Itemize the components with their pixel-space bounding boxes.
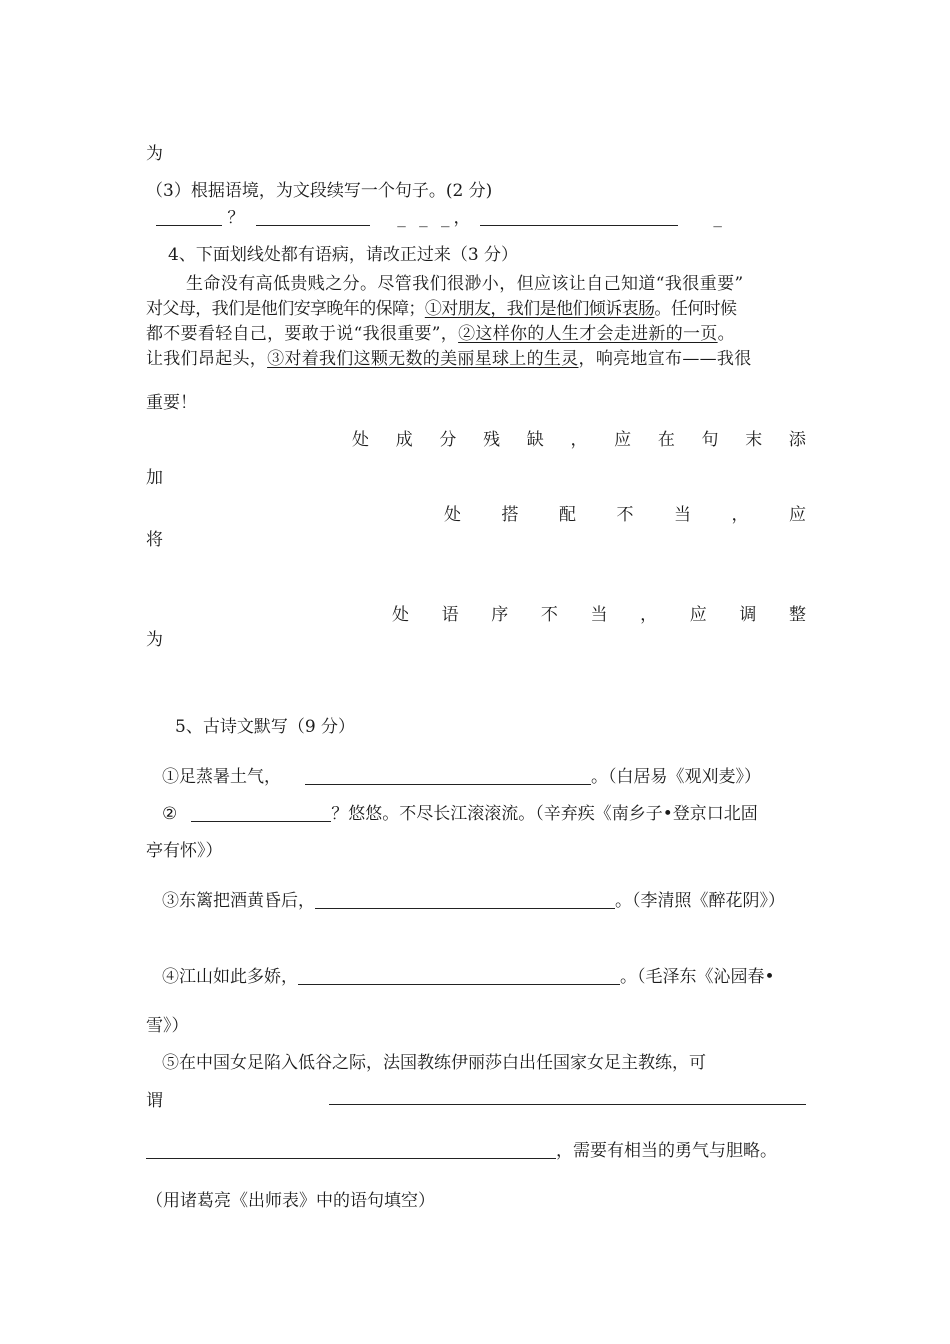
q5-item-5-cont: 谓 [146, 1091, 163, 1111]
q4-answer-1-cont: 加 [146, 468, 163, 488]
q4-passage-line-1: 生命没有高低贵贱之分。尽管我们很渺小，但应该让自己知道“我很重要” [186, 274, 744, 294]
q3-answer-line [156, 203, 722, 228]
q3-tail-dash: _ [713, 208, 722, 228]
q5-item-5-note: （用诸葛亮《出师表》中的语句填空） [146, 1191, 435, 1211]
continuation-text: 为 [146, 144, 163, 164]
q5-item-5-blank-2[interactable] [146, 1140, 556, 1159]
q4-answer-2: 处 搭 配 不 当 ， 应 [444, 505, 806, 525]
q5-item-5: ⑤在中国女足陷入低谷之际，法国教练伊丽莎白出任国家女足主教练，可 [162, 1053, 706, 1073]
q4-passage [146, 272, 808, 372]
q4-underline-3: ③对着我们这颗无数的美丽星球上的生灵 [267, 349, 579, 369]
q5-item-3: ③东篱把酒黄昏后， 。（李清照《醉花阴》） [162, 891, 785, 911]
q5-item-3-blank[interactable] [315, 890, 615, 909]
q3-blank-1[interactable] [156, 207, 222, 226]
q4-answer-2-cont: 将 [146, 530, 163, 550]
q4-passage-line-2: 对父母，我们是他们安享晚年的保障；①对朋友，我们是他们倾诉衷肠。任何时候 [146, 299, 737, 319]
q5-item-2: ② ？悠悠。不尽长江滚滚流。（辛弃疾《南乡子•登京口北固 [162, 804, 758, 824]
q3-label: （3）根据语境，为文段续写一个句子。(2 分) [146, 181, 493, 201]
q3-blank-2[interactable] [256, 207, 370, 226]
q4-underline-2: ②这样你的人生才会走进新的一页 [458, 324, 718, 344]
q4-passage-line-3: 都不要看轻自己，要敢于说“我很重要”，②这样你的人生才会走进新的一页。 [146, 324, 735, 344]
q5-item-4-blank[interactable] [298, 966, 620, 985]
q3-dashes: _ _ _， [397, 208, 475, 228]
q4-answer-1: 处 成 分 残 缺 ， 应 在 句 末 添 [352, 430, 806, 450]
q4-underline-1: ①对朋友，我们是他们倾诉衷肠 [424, 299, 655, 319]
q5-item-4-cont: 雪》） [146, 1016, 189, 1036]
q4-title: 4、下面划线处都有语病，请改正过来（3 分） [168, 245, 519, 265]
q4-passage-end: 重要！ [146, 393, 197, 413]
q5-item-4: ④江山如此多娇， 。（毛泽东《沁园春• [162, 967, 775, 987]
q4-answer-3-cont: 为 [146, 630, 163, 650]
q5-item-1: ①足蒸暑土气， 。（白居易《观刈麦》） [162, 767, 761, 787]
q4-passage-line-4: 让我们昂起头，③对着我们这颗无数的美丽星球上的生灵，响亮地宣布——我很 [146, 349, 752, 369]
q5-item-2-cont: 亭有怀》） [146, 841, 223, 861]
q5-title: 5、古诗文默写（9 分） [175, 717, 356, 737]
q5-item-5-line-2: ，需要有相当的勇气与胆略。 [146, 1136, 777, 1161]
q5-item-5-blank-1[interactable] [329, 1086, 806, 1107]
q3-blank-3[interactable] [480, 207, 678, 226]
q4-answer-3: 处 语 序 不 当 ， 应 调 整 [392, 605, 806, 625]
q5-item-2-blank[interactable] [191, 803, 331, 822]
q3-question-mark: ？ [227, 208, 245, 228]
q5-item-1-blank[interactable] [305, 766, 591, 785]
